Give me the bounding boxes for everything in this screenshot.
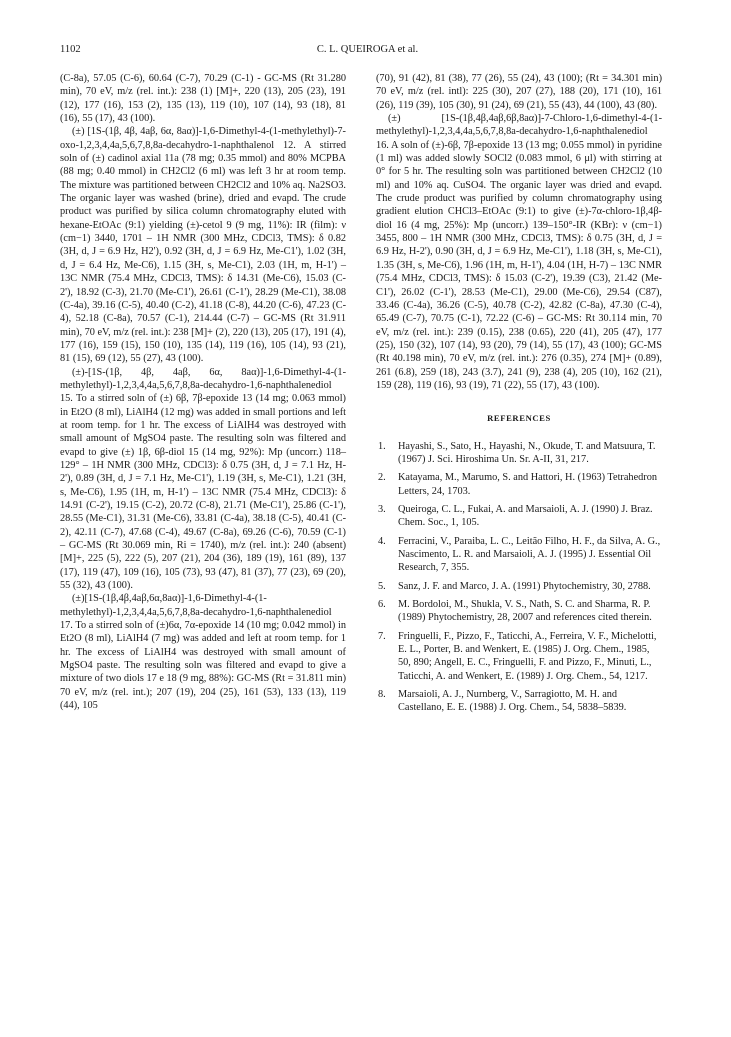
reference-item (376, 598, 662, 625)
reference-item (376, 503, 662, 530)
reference-number: 2. (378, 472, 386, 484)
references-list (376, 440, 662, 715)
reference-text: Queiroga, C. L., Fukai, A. and Marsaioli, A. J. (1990) J. Braz. Chem. Soc., 1, 105. (398, 503, 653, 529)
paragraph-compound-16: (±) [1S-(1β,4β,4aβ,6β,8aα)]-7-Chloro-1,6-dimethyl-4-(1-methylethyl)-1,2,3,4,4a,5,6,7,8,8a-decahydro-1,6-naphthalenediol 16. A soln of (±)-6β, 7β-epoxide 13 (13 mg; 0.055 mmol) in pyridine (1 ml) was added slowly SOCl2 (0.083 mmol, 6 μl) with stirring at 0° for 5 hr. The resulting soln was partitioned between CH2Cl2 (10 ml) and 10% aq. CuSO4. The organic layer was dried and evapd. The crude product was purified by column chromatography using gradient elution CHCl3–EtOAc (9:1) to give (±)-7α-chloro-1β,4β-diol 16 (4 mg, 25%): Mp (uncorr.) 139–150°-IR (KBr): ν (cm−1) 3455, 800 – 1H NMR (300 MHz, CDCl3, TMS): δ 0.75 (3H, d, J = 6.9 Hz, H-2'), 0.90 (3H, d, J = 6.9 Hz, Me-C1'), 1.18 (3H, s, Me-C1), 1.35 (3H, s, Me-C6), 1.96 (1H, m, H-1'), 4.04 (1H, H-7) – 13C NMR (75.4 MHz, CDCl3, TMS): δ 15.03 (C-2'), 19.39 (C3), 21.42 (Me-C1'), 26.02 (C-1'), 28.53 (Me-C1), 29.00 (Me-C6), 29.54 (C87), 33.46 (C-4a), 36.26 (C-5), 40.78 (C-2), 42.82 (C-8a), 47.30 (C-4), 65.49 (C-7), 70.75 (C-1), 72.22 (C-6) – GC-MS: Rt 30.114 min, 70 eV, m/z (rel. int.): 239 (0.15), 238 (0.65), 220 (41), 205 (47), 177 (25), 150 (32), 107 (14), 93 (20), 79 (14), 55 (17), 43 (100); GC-MS (Rt 40.198 min), 70 eV, m/z (rel. int.): 276 (0.35), 274 [M]+ (0.89), 261 (6.8), 259 (18), 243 (3.7), 241 (9), 238 (4), 205 (10), 162 (21), 159 (28), 119 (16), 93 (19), 71 (22), 55 (17), 43 (100). (376, 113, 662, 391)
reference-number: 6. (378, 599, 386, 611)
reference-item (376, 688, 662, 715)
left-column (60, 72, 346, 713)
reference-text: Ferracini, V., Paraiba, L. C., Leitão Filho, H. F., da Silva, A. G., Nascimento, L. R. and Marsaioli, A. J. (1995) J. Essential Oil Research, 7, 355. (398, 535, 661, 574)
paragraph-compound-17: (±)[1S-(1β,4β,4aβ,6α,8aα)]-1,6-Dimethyl-4-(1-methylethyl)-1,2,3,4,4a,5,6,7,8,8a-decahydro-1,6-naphthalenediol 17. To a stirred soln of (±)6α, 7α-epoxide 14 (10 mg; 0.042 mmol) in Et2O (8 ml), LiAlH4 (7 mg) was added and left at room temp. for 1 hr. The excess of LiAlH4 was destroyed with small amount of MgSO4 paste. The resulting soln was filtered and evapd to give a mixture of two diols 17 e 18 (9 mg, 88%): GC-MS (Rt = 31.811 min) 70 eV, m/z (rel. int.); 207 (19), 204 (25), 161 (53), 133 (13), 119 (44), 105 (60, 593, 346, 712)
reference-number: 1. (378, 440, 386, 452)
reference-text: M. Bordoloi, M., Shukla, V. S., Nath, S. C. and Sharma, R. P. (1989) Phytochemistry, 28, 2007 and references cited therein. (398, 599, 652, 624)
page-header (60, 44, 675, 60)
reference-number: 4. (378, 535, 386, 547)
right-column (376, 72, 662, 720)
running-title: C. L. QUEIROGA et al. (316, 44, 419, 55)
paragraph-diols-continuation: (70), 91 (42), 81 (38), 77 (26), 55 (24), 43 (100); (Rt = 34.301 min) 70 eV, m/z (rel. intl): 225 (30), 207 (27), 188 (20), 171 (10), 161 (26), 119 (39), 105 (30), 91 (24), 69 (21), 55 (43), 44 (100), 43 (80). (376, 73, 662, 111)
reference-text: Fringuelli, F., Pizzo, F., Taticchi, A., Ferreira, V. F., Michelotti, E. L., Porter, B. and Wenkert, E. (1985) J. Org. Chem., 1985, 50, 890; Angell, E. C., Fringuelli, F. and Pizzo, F., Minuti, L., Taticchi, A. and Wenkert, E. (1989) J. Org. Chem., 54, 1217. (398, 630, 657, 682)
reference-number: 3. (378, 503, 386, 515)
paragraph-compound-15: (±)-[1S-(1β, 4β, 4aβ, 6α, 8aα)]-1,6-Dimethyl-4-(1-methylethyl)-1,2,3,4,4a,5,6,7,8,8a-decahydro-1,6-naphthalenediol 15. To a stirred soln of (±) 6β, 7β-epoxide 13 (14 mg; 0.063 mmol) in Et2O (8 ml), LiAlH4 (12 mg) was added in small portions and left at room temp. for 1 hr. The excess of LiAlH4 was destroyed with small amount of MgSO4 paste. The resulting soln was filtered and evapd to give (±) 1β, 6β-diol 15 (14 mg, 92%): Mp (uncorr.) 118–129° – 1H NMR (300 MHz, CDCl3): δ 0.75 (3H, d, J = 7.1 Hz, H-2'), 0.89 (3H, d, J = 7.1 Hz, Me-C1'), 1.19 (3H, s, Me-C1), 1.21 (3H, s, Me-C6), 1.95 (1H, m, H-1') – 13C NMR (75.4 MHz, CDCl3): δ 14.91 (C-2'), 19.15 (C-2), 20.72 (C-8), 21.71 (Me-C1'), 25.86 (C-1'), 28.55 (Me-C1), 31.31 (Me-C6), 33.81 (C-4a), 38.18 (C-5), 40.41 (C-2), 42.11 (C-7), 47.68 (C-4), 49.67 (C-8a), 69.26 (C-6), 70.59 (C-1) – GC-MS (Rt 30.069 min, Ri = 1740), m/z (rel. int.): 240 (absent) [M]+, 225 (5), 222 (5), 207 (21), 204 (36), 189 (19), 161 (89), 137 (17), 119 (47), 109 (16), 105 (73), 93 (47), 81 (37), 77 (23), 69 (20), 55 (32), 43 (100). (60, 366, 346, 592)
reference-number: 8. (378, 689, 386, 701)
reference-text: Sanz, J. F. and Marco, J. A. (1991) Phytochemistry, 30, 2788. (398, 580, 651, 592)
reference-number: 5. (378, 580, 386, 592)
reference-text: Marsaioli, A. J., Nurnberg, V., Sarragiotto, M. H. and Castellano, E. E. (1988) J. Org. Chem., 54, 5838–5839. (398, 689, 627, 714)
reference-item (376, 630, 662, 683)
reference-item (376, 440, 662, 467)
references-heading: REFERENCES (487, 413, 551, 424)
paragraph-gcms-continuation: (C-8a), 57.05 (C-6), 60.64 (C-7), 70.29 (C-1) - GC-MS (Rt 31.280 min), 70 eV, m/z (rel. int.): 238 (1) [M]+, 220 (13), 205 (23), 191 (12), 177 (16), 153 (2), 135 (13), 119 (10), 107 (14), 93 (18), 81 (16), 55 (17), 43 (100). (60, 73, 346, 125)
paragraph-compound-12: (±) [1S-(1β, 4β, 4aβ, 6α, 8aα)]-1,6-Dimethyl-4-(1-methylethyl)-7-oxo-1,2,3,4,4a,5,6,7,8,8a-decahydro-1-naphthalenol 12. A stirred soln of (±) cadinol axial 11a (78 mg; 0.35 mmol) and 80% MCPBA (88 mg; 0.40 mmol) in CH2Cl2 (6 ml) was left 3 hr at room temp. The mixture was partitioned between CH2Cl2 and 10% aq. Na2SO3. The organic layer was washed (brine), dried and evapd. The crude product was purified by silica column chromatography eluted with hexane-EtOAc (9:1) yielding (±)-cetol 9 (9 mg, 11%): IR (film): ν (cm−1) 3440, 1701 – 1H NMR (300 MHz, CDCl3, TMS): δ 0.82 (3H, d, J = 6.9 Hz, H2'), 0.92 (3H, d, J = 6.9 Hz, Me-C1'), 1.02 (3H, d, J = 6.4 Hz, Me-C6), 1.15 (3H, s, Me-C1), 2.03 (1H, m, H-1') – 13C NMR (75.4 MHz, CDCl3, TMS): δ 14.31 (Me-C6), 15.03 (C-2'), 18.92 (C-3), 21.70 (Me-C1'), 26.61 (C-1'), 28.29 (Me-C1), 38.08 (C-4a), 39.16 (C-5), 40.40 (C-2), 41.18 (C-8), 44.20 (C-6), 47.23 (C-4), 52.18 (C-8a), 70.57 (C-1), 214.44 (C-7) – GC-MS (Rt 31.911 min), 70 eV, m/z (rel. int.): 238 [M]+ (2), 220 (13), 205 (17), 191 (4), 177 (16), 159 (15), 150 (10), 135 (14), 119 (16), 105 (14), 93 (21), 81 (15), 69 (12), 55 (27), 43 (100). (60, 126, 346, 365)
reference-item (376, 471, 662, 498)
reference-item (376, 535, 662, 575)
reference-text: Hayashi, S., Sato, H., Hayashi, N., Okude, T. and Matsuura, T. (1967) J. Sci. Hiroshima Un. Sr. A-II, 31, 217. (398, 440, 656, 465)
reference-text: Katayama, M., Marumo, S. and Hattori, H. (1963) Tetrahedron Letters, 24, 1703. (398, 472, 658, 497)
page-number: 1102 (60, 44, 81, 55)
reference-number: 7. (378, 630, 386, 642)
reference-item (376, 580, 662, 593)
